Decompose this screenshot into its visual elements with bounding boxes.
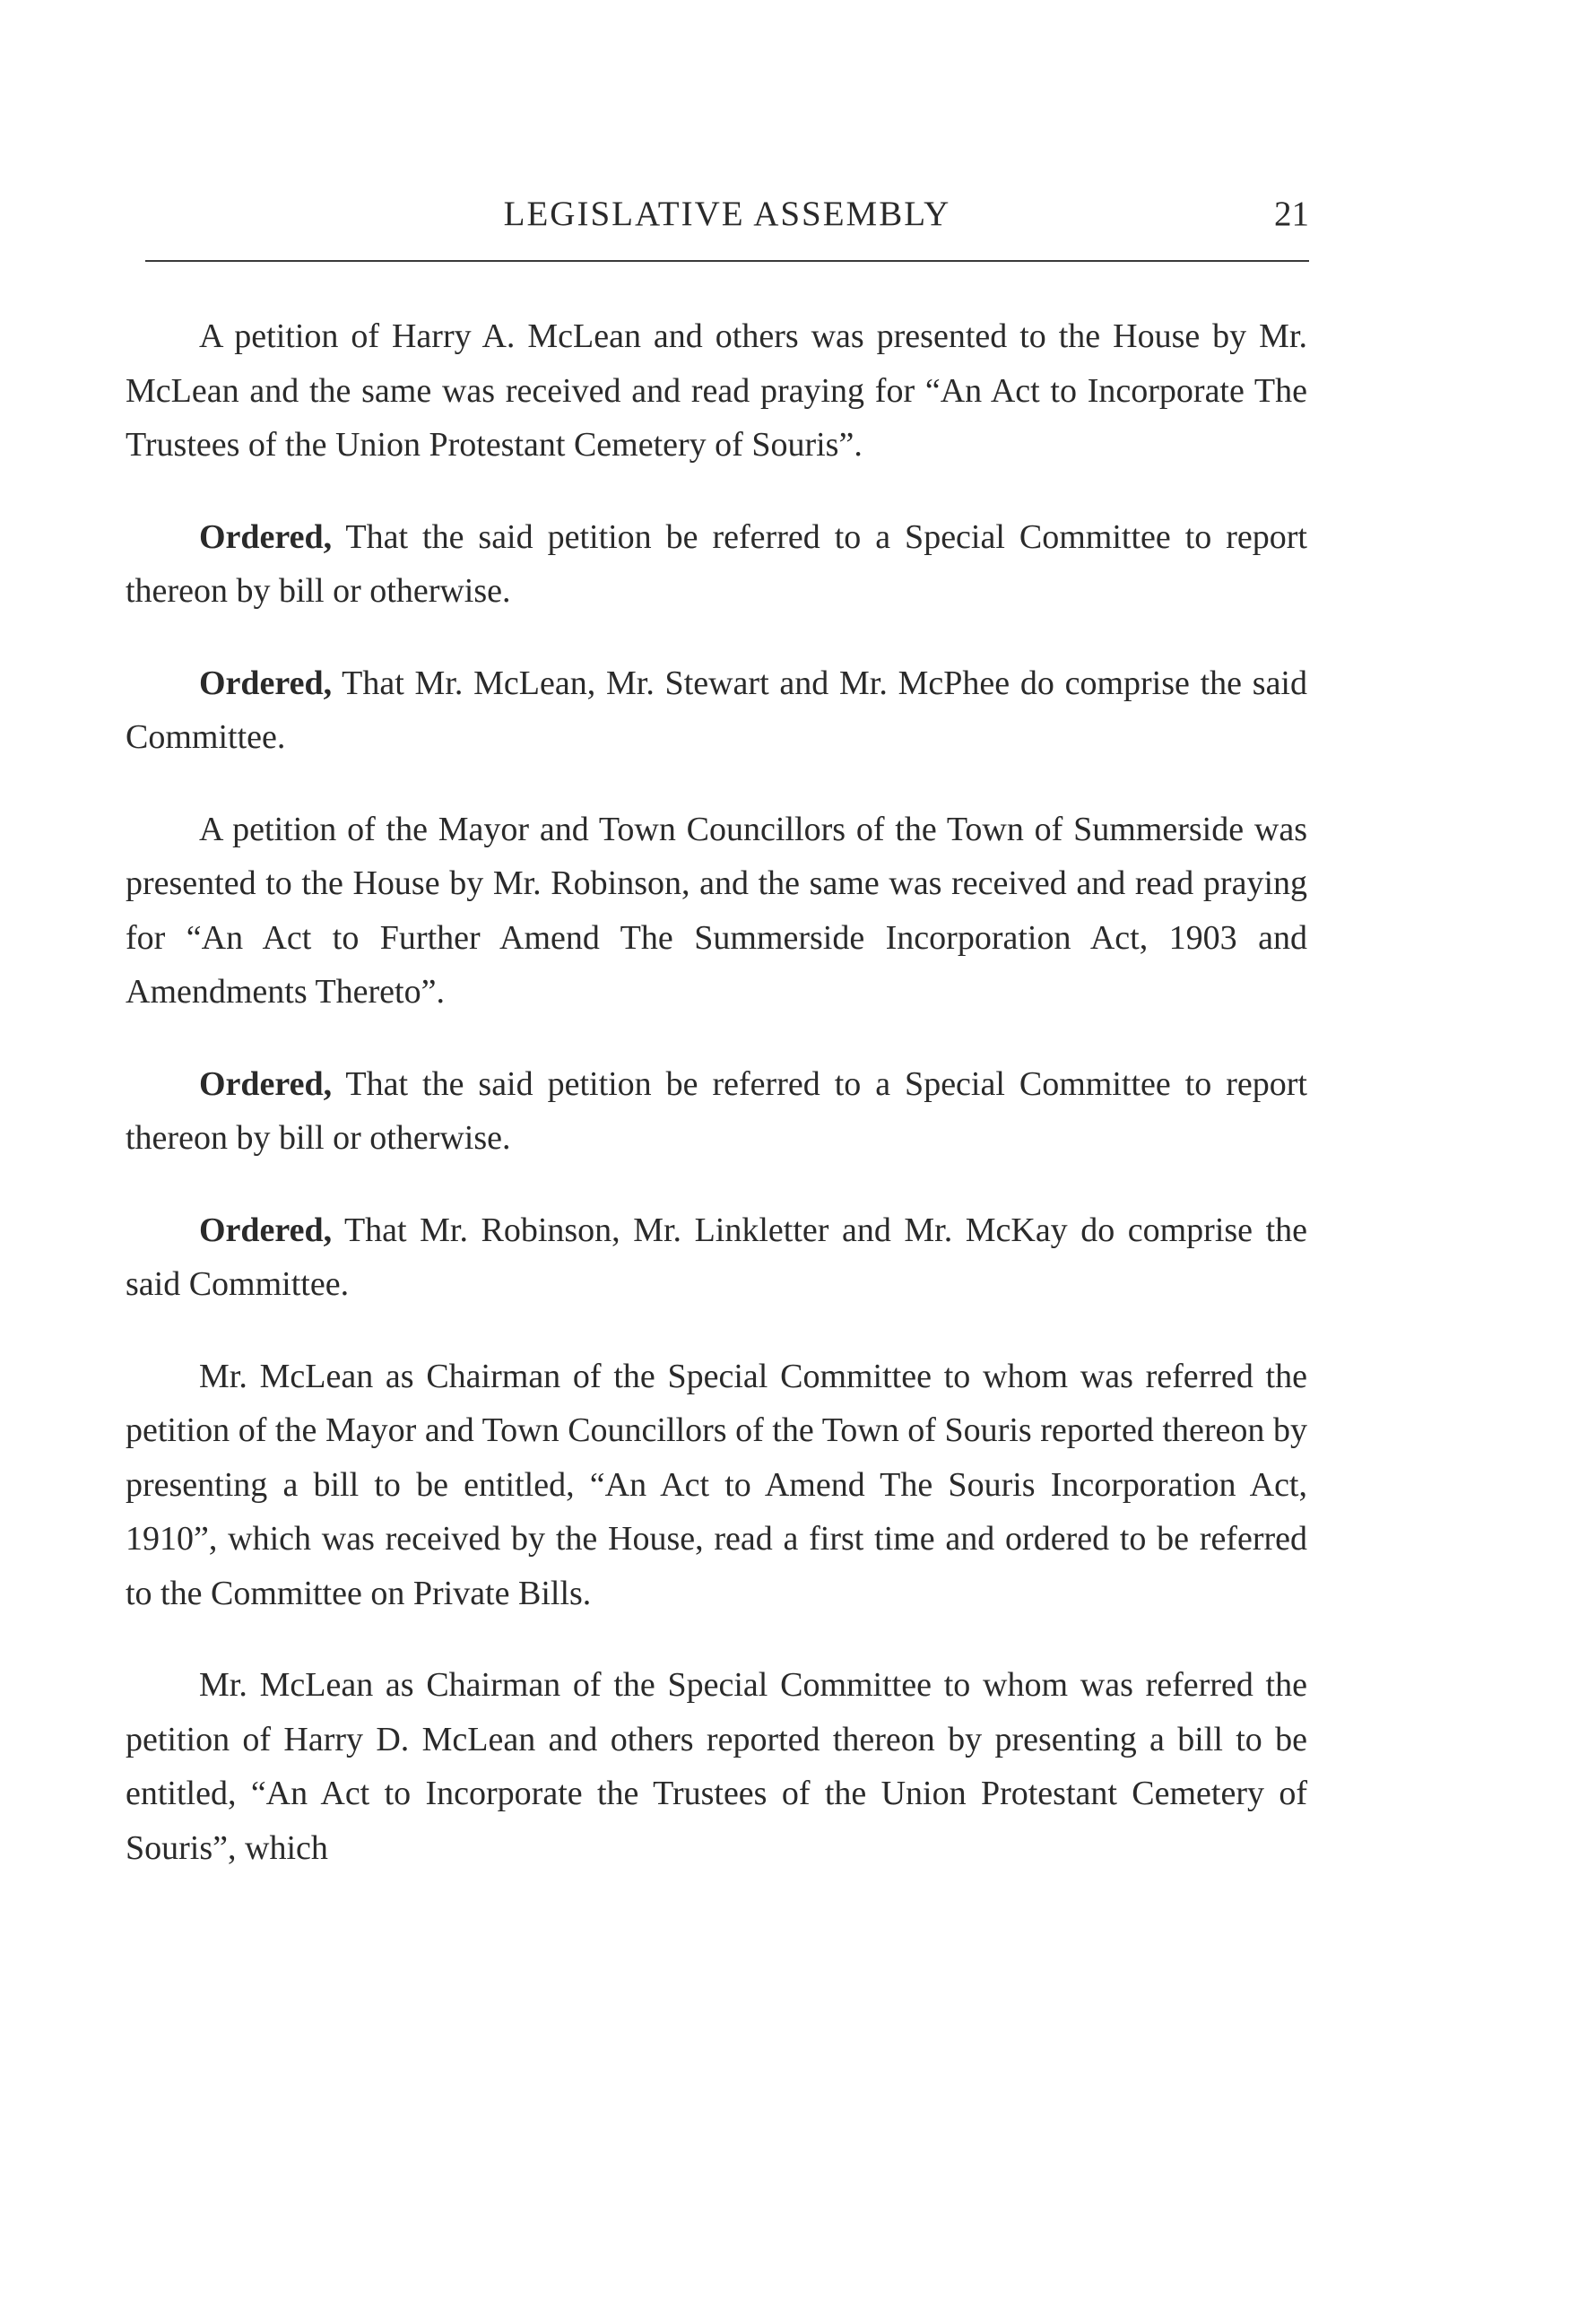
paragraph-text: That Mr. Robinson, Mr. Linkletter and Mr. McKay do comprise the said Committee. (126, 1211, 1307, 1303)
paragraph-lead: Ordered, (199, 1064, 333, 1103)
paragraph-text: A petition of the Mayor and Town Councillors of the Town of Summerside was presented to the House by Mr. Robinson, and the same was received and read praying for “An Act to Further Amend The Summerside Incorporation Act, 1903 and Amendments Thereto”. (126, 810, 1307, 1011)
paragraph-text: That the said petition be referred to a Special Committee to report thereon by bill or otherwise. (126, 517, 1307, 610)
paragraph (126, 1350, 1307, 1621)
paragraph-text: That Mr. McLean, Mr. Stewart and Mr. McPhee do comprise the said Committee. (126, 664, 1307, 756)
paragraph (126, 510, 1307, 619)
paragraph (126, 1203, 1307, 1312)
paragraph (126, 1658, 1307, 1875)
paragraph-text: A petition of Harry A. McLean and others was presented to the House by Mr. McLean and the same was received and read praying for “An Act to Incorporate The Trustees of the Union Protestant Cemetery of Souris”. (126, 317, 1307, 464)
paragraph (126, 1057, 1307, 1166)
paragraph-text: Mr. McLean as Chairman of the Special Committee to whom was referred the petition of Harry D. McLean and others reported thereon by presenting a bill to be entitled, “An Act to Incorporate the Trustees of the Union Protestant Cemetery of Souris”, which (126, 1666, 1307, 1867)
paragraph (126, 309, 1307, 473)
paragraph-text: Mr. McLean as Chairman of the Special Committee to whom was referred the petition of the Mayor and Town Councillors of the Town of Souris reported thereon by presenting a bill to be entitled, “An Act to Amend The Souris Incorporation Act, 1910”, which was received by the House, read a first time and ordered to be referred to the Committee on Private Bills. (126, 1357, 1307, 1612)
body-text (126, 309, 1307, 1913)
header-rule (145, 260, 1309, 262)
paragraph (126, 656, 1307, 765)
paragraph-lead: Ordered, (199, 1211, 333, 1249)
running-header (145, 188, 1309, 242)
paragraph (126, 803, 1307, 1020)
page-number: 21 (1274, 195, 1309, 233)
paragraph-lead: Ordered, (199, 664, 333, 702)
header-title: LEGISLATIVE ASSEMBLY (503, 195, 951, 233)
paragraph-text: That the said petition be referred to a Special Committee to report thereon by bill or otherwise. (126, 1064, 1307, 1157)
paragraph-lead: Ordered, (199, 517, 333, 556)
